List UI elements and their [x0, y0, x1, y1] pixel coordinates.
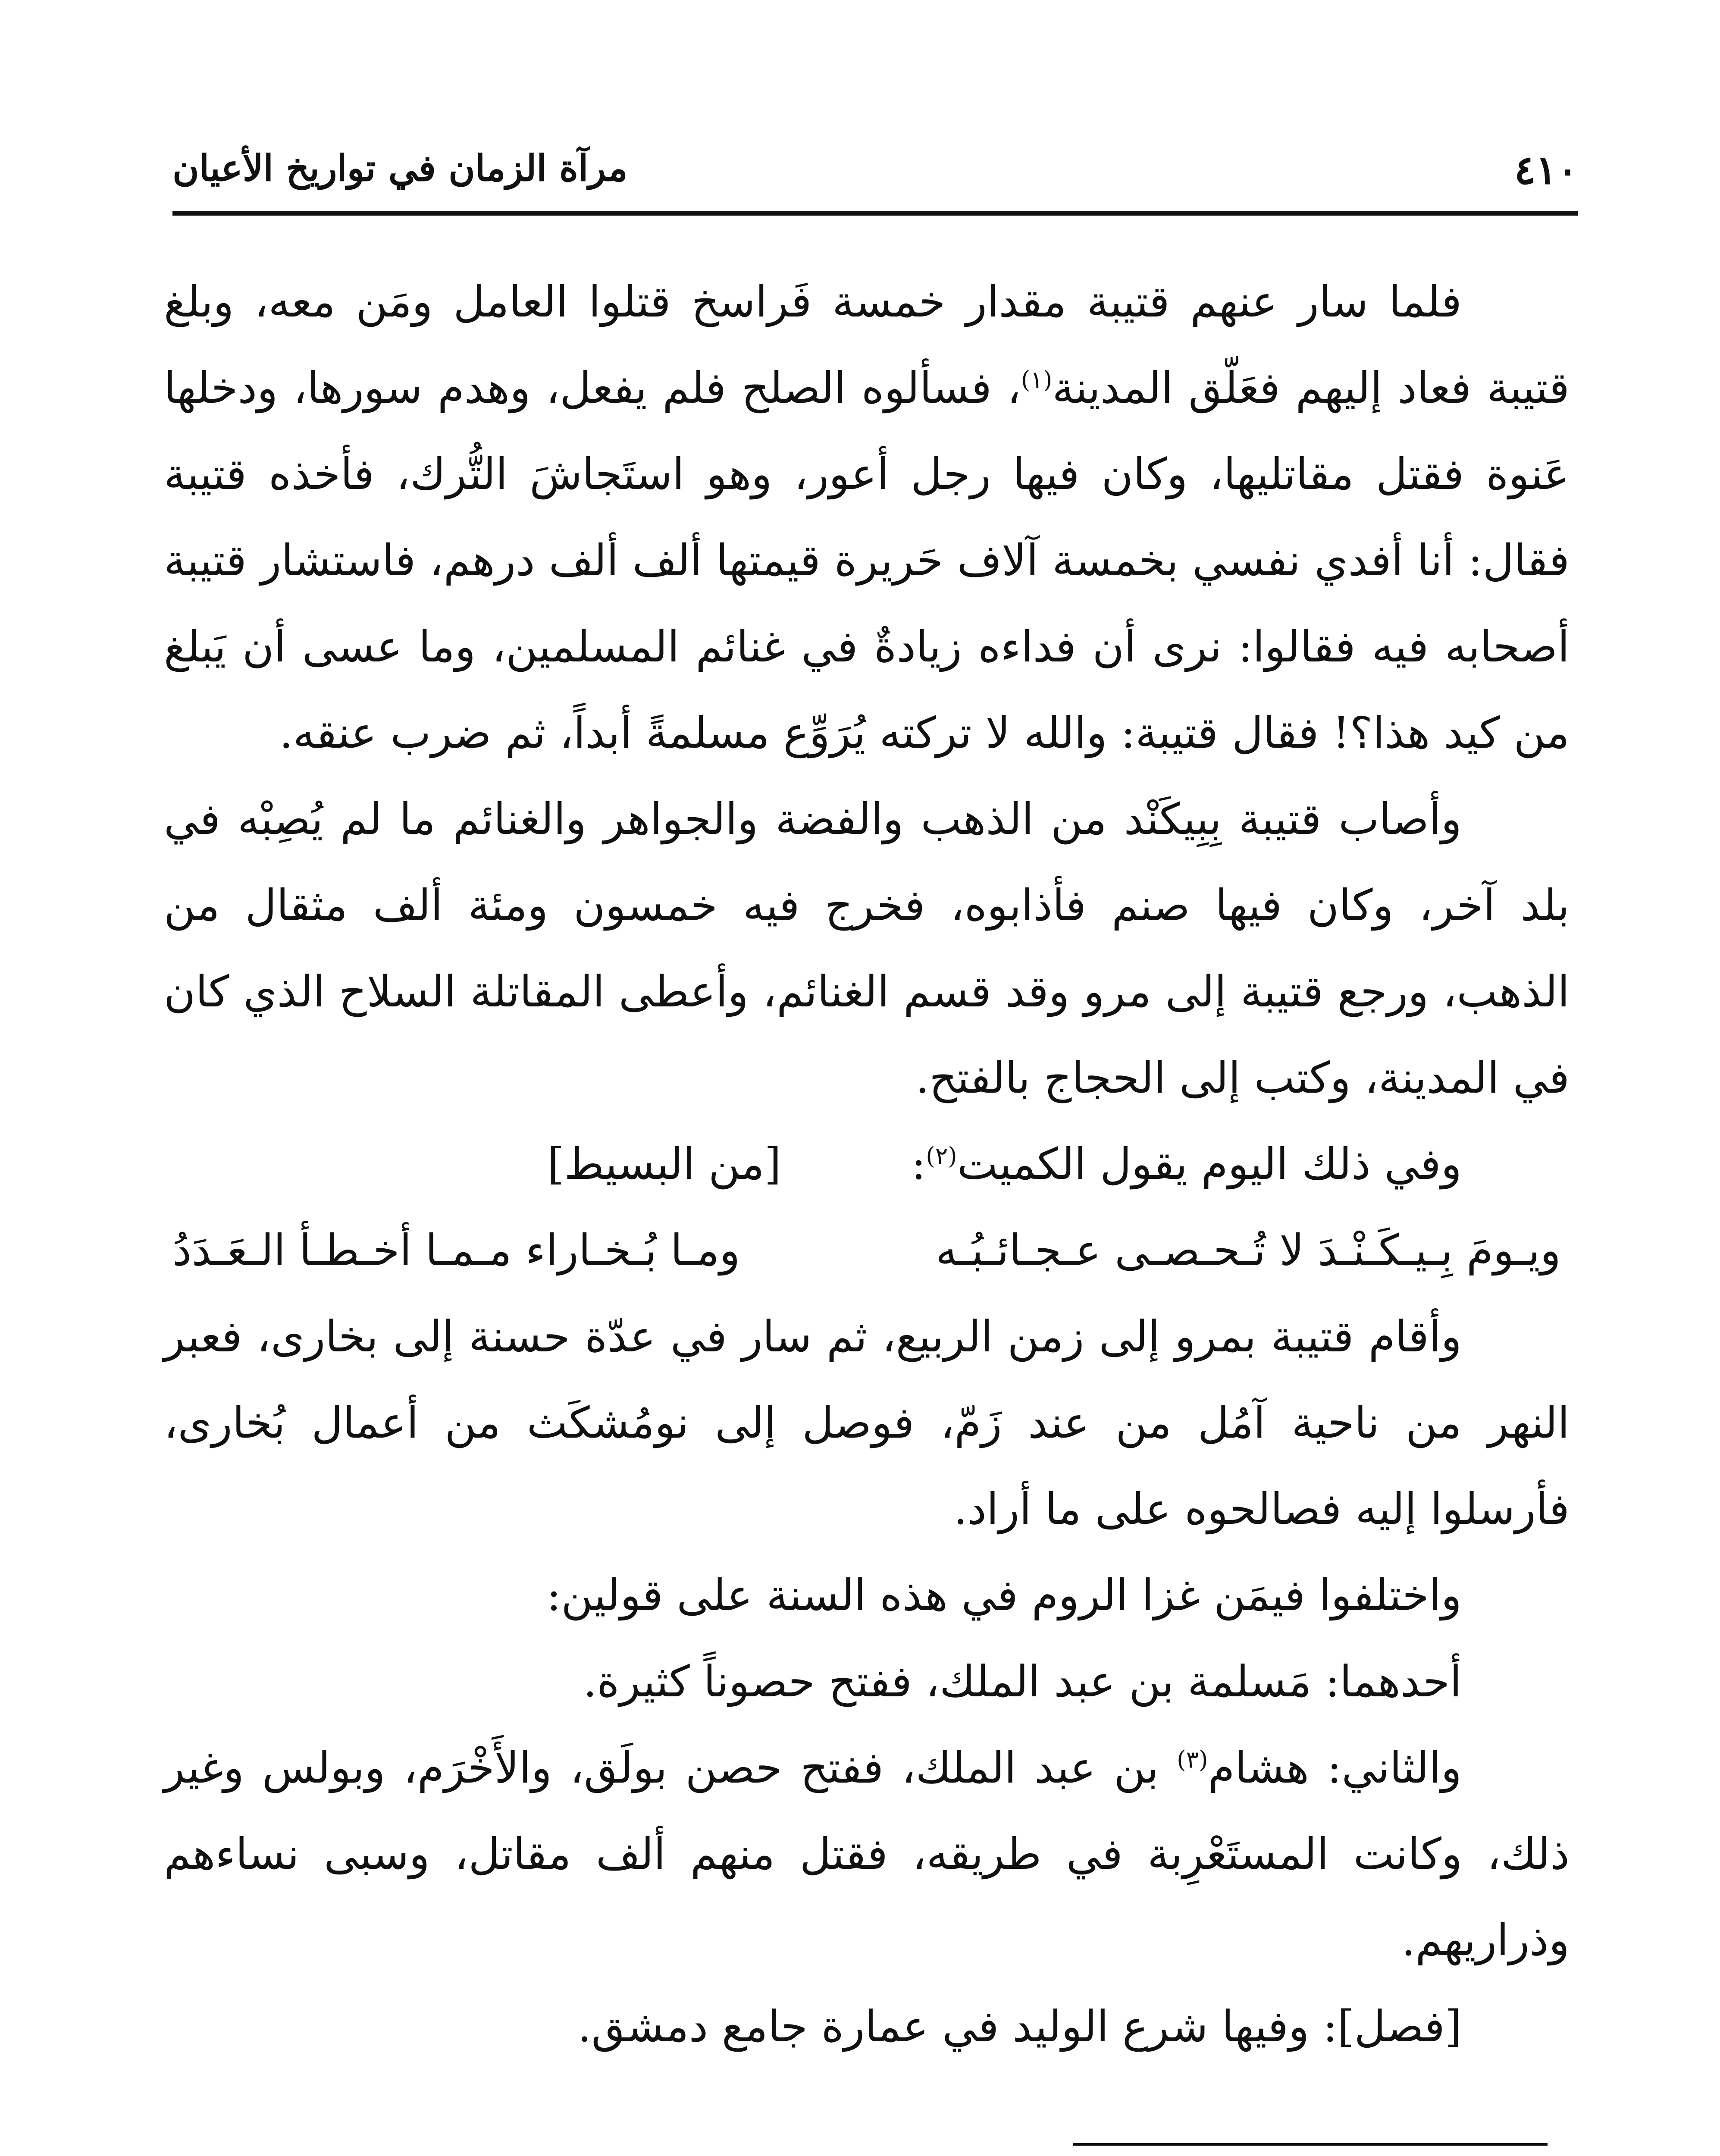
- poetry-verse: [164, 1207, 1570, 1294]
- verse-first-hemistich: ويـومَ بِـيـكَـنْـدَ لا تُـحـصـى عـجـائـبُـه: [935, 1225, 1561, 1275]
- paragraph-7-text-a: والثاني: هشام: [1208, 1742, 1462, 1793]
- paragraph-2: وأصاب قتيبة بِبِيكَنْد من الذهب والفضة والجواهر والغنائم ما لم يُصِبْه في بلد آخر، وكان فيها صنم فأذابوه، فخرج فيه خمسون ومئة ألف مثقال من الذهب، ورجع قتيبة إلى مرو وقد قسم الغنائم، وأعطى المقاتلة السلاح الذي كان في المدينة، وكتب إلى الحجاج بالفتح.: [164, 794, 1570, 1103]
- verse-second-hemistich: ومـا بُـخـاراء مـمـا أخـطـأ الـعَـدَدُ: [172, 1225, 740, 1275]
- paragraph-4: وأقام قتيبة بمرو إلى زمن الربيع، ثم سار في عدّة حسنة إلى بخارى، فعبر النهر من ناحية آمُل من عند زَمّ، فوصل إلى نومُشكَث من أعمال بُخارى، فأرسلوا إليه فصالحوه على ما أراد.: [164, 1311, 1570, 1534]
- paragraph-1-text-a: فلما سار عنهم قتيبة مقدار خمسة فَراسخ قتلوا العامل ومَن معه، وبلغ قتيبة فعاد إليهم فعَلّق المدينة: [164, 276, 1570, 413]
- paragraph-3-text-b: :: [897, 1139, 926, 1189]
- paragraph-3-text-a: وفي ذلك اليوم يقول الكميت: [957, 1139, 1462, 1189]
- page-number: ٤١٠: [1514, 147, 1578, 193]
- paragraph-8: [فصل]: وفيها شرع الوليد في عمارة جامع دمشق.: [577, 2001, 1462, 2052]
- paragraph-6: أحدهما: مَسلمة بن عبد الملك، ففتح حصوناً كثيرة.: [583, 1656, 1462, 1707]
- book-title: مرآة الزمان في تواريخ الأعيان: [172, 147, 628, 189]
- running-header: [172, 129, 1578, 207]
- paragraph-7: [164, 1725, 1570, 1984]
- paragraph-1: [164, 259, 1570, 776]
- poetic-meter: [من البسيط]: [547, 1139, 781, 1189]
- footnote-ref-1: (١): [1021, 366, 1053, 394]
- footnote-ref-2: (٢): [926, 1142, 957, 1170]
- paragraph-7-text-b: بن عبد الملك، ففتح حصن بولَق، والأَخْرَم، وبولس وغير ذلك، وكانت المستَعْرِبة في طريقه، فقتل منهم ألف مقاتل، وسبى نساءهم وذراريهم.: [164, 1742, 1570, 1965]
- paragraph-1-text-b: ، فسألوه الصلح فلم يفعل، وهدم سورها، ودخلها عَنوة فقتل مقاتليها، وكان فيها رجل أعور، وهو استَجاشَ التُّرك، فأخذه قتيبة فقال: أنا أفدي نفسي بخمسة آلاف حَريرة قيمتها ألف ألف درهم، فاستشار قتيبة أصحابه فيه فقالوا: نرى أن فداءه زيادةٌ في غنائم المسلمين، وما عسى أن يَبلغ من كيد هذا؟! فقال قتيبة: والله لا تركته يُرَوِّع مسلمةً أبداً، ثم ضرب عنقه.: [164, 363, 1570, 758]
- footnote-ref-3: (٣): [1177, 1745, 1208, 1774]
- footnote-rule: [1073, 2143, 1548, 2146]
- paragraph-3: [164, 1121, 1570, 1207]
- main-text: [164, 259, 1570, 2070]
- paragraph-5: واختلفوا فيمَن غزا الروم في هذه السنة على قولين:: [546, 1570, 1462, 1620]
- header-rule: [172, 211, 1578, 216]
